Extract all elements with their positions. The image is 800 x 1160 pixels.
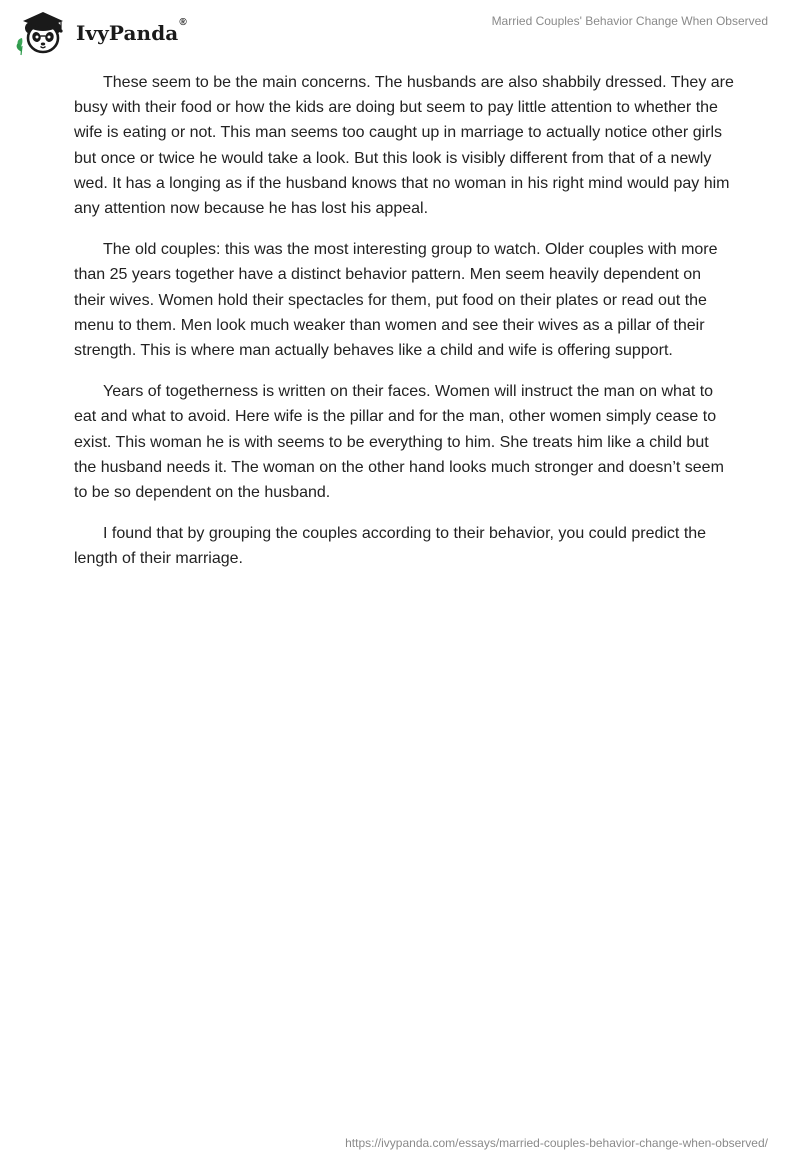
paragraph: These seem to be the main concerns. The husbands are also shabbily dressed. They are busy with their food or how the kids are doing but seem to pay little attention to whether the wife is eating or not. This man seems too caught up in marriage to actually notice other girls but once or twice he would take a look. But this look is visibly different from that of a newly wed. It has a longing as if the husband knows that no woman in his right mind would pay him any attention now because he has lost his appeal. [74,74,734,218]
panda-graduation-cap-icon [14,8,74,56]
ivypanda-logo[interactable] [14,8,187,56]
paragraph: The old couples: this was the most interesting group to watch. Older couples with more than 25 years together have a distinct behavior pattern. Men seem heavily dependent on their wives. Women hold their spectacles for them, put food on their plates or read out the menu to them. Men look much weaker than women and see their wives as a pillar of their strength. This is where man actually behaves like a child and wife is offering support. [74,241,718,360]
logo-wordmark-text: IvyPanda [76,21,179,45]
essay-body [74,70,734,588]
logo-wordmark [76,17,187,45]
paragraph: Years of togetherness is written on their faces. Women will instruct the man on what to eat and what to avoid. Here wife is the pillar and for the man, other women simply cease to exist. This woman he is with seems to be everything to him. She treats him like a child but the husband needs it. The woman on the other hand looks much stronger and doesn’t seem to be so dependent on the husband. [74,383,724,502]
page-header [0,0,800,60]
registered-mark: ® [179,17,187,28]
paragraph: I found that by grouping the couples according to their behavior, you could predict the length of their marriage. [74,525,707,568]
running-title: Married Couples' Behavior Change When Observed [491,14,768,28]
source-url[interactable]: https://ivypanda.com/essays/married-couples-behavior-change-when-observed/ [345,1136,768,1150]
